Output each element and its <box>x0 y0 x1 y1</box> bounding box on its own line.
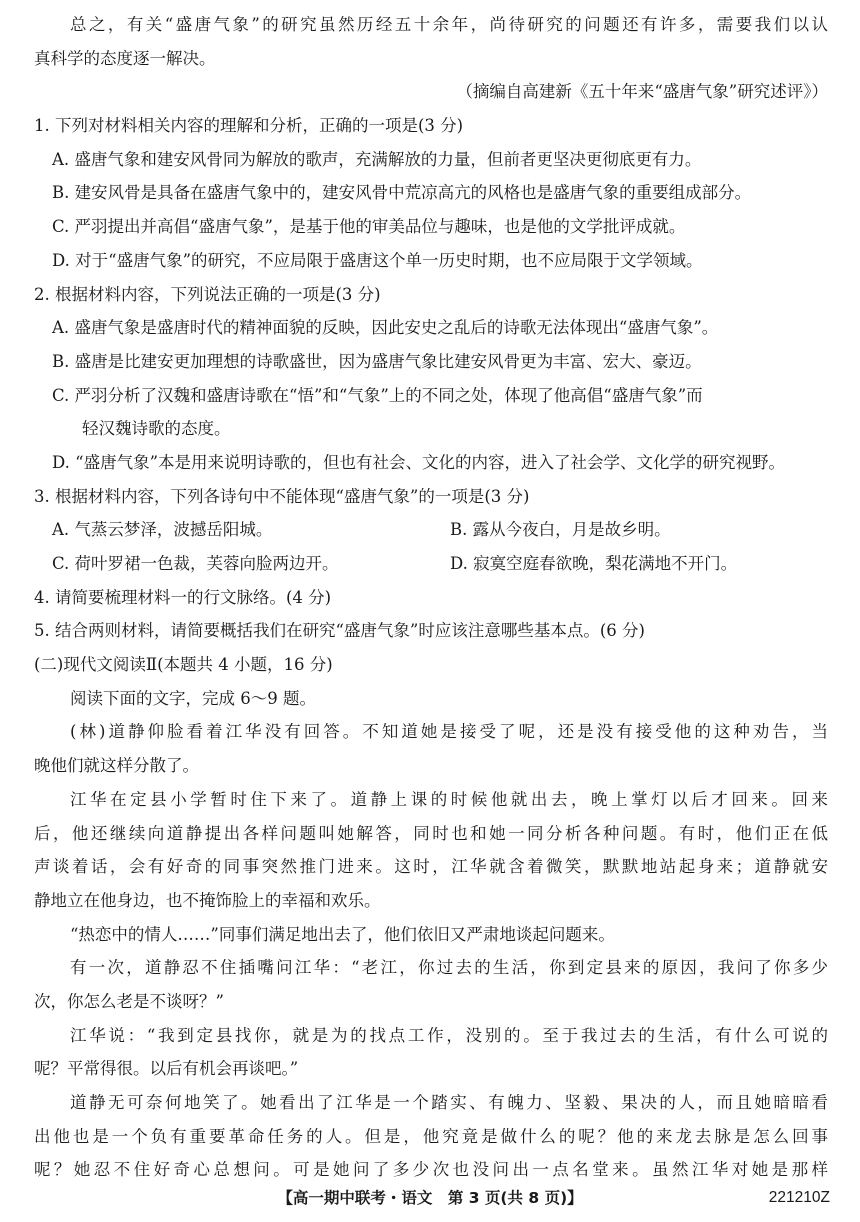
question-5-stem: 5. 结合两则材料，请简要概括我们在研究“盛唐气象”时应该注意哪些基本点。(6 分) <box>34 621 645 641</box>
question-1-option-d: D. 对于“盛唐气象”的研究，不应局限于盛唐这个单一历史时期，也不应局限于文学领域。 <box>52 250 703 270</box>
story-line: 出他也是一个负有重要革命任务的人。但是，他究竟是做什么的呢？他的来龙去脉是怎么回事 <box>34 1126 828 1146</box>
question-2-stem: 2. 根据材料内容，下列说法正确的一项是(3 分) <box>34 284 381 304</box>
passage-conclusion-line-1: 总之，有关“盛唐气象”的研究虽然历经五十余年，尚待研究的问题还有许多，需要我们以认 <box>70 15 828 34</box>
story-line: (林)道静仰脸看着江华没有回答。不知道她是接受了呢，还是没有接受他的这种劝告，当 <box>70 722 828 742</box>
story-line: “热恋中的情人……”同事们满足地出去了，他们依旧又严肃地谈起问题来。 <box>70 924 615 944</box>
question-3-option-c: C. 荷叶罗裙一色裁，芙蓉向脸两边开。 <box>52 554 339 573</box>
story-line: 晚他们就这样分散了。 <box>34 756 199 776</box>
question-2-option-c-line-2: 轻汉魏诗歌的态度。 <box>82 419 231 439</box>
story-line: 次，你怎么老是不谈呀？” <box>34 991 224 1011</box>
story-line: 道静无可奈何地笑了。她看出了江华是一个踏实、有魄力、坚毅、果决的人，而且她暗暗看 <box>70 1093 828 1112</box>
story-line: 江华说：“我到定县找你，就是为的找点工作，没别的。至于我过去的生活，有什么可说的 <box>70 1025 828 1045</box>
question-2-option-c-line-1: C. 严羽分析了汉魏和盛唐诗歌在“悟”和“气象”上的不同之处，体现了他高倡“盛唐气象”而 <box>52 385 703 405</box>
question-3-options-row-2 <box>34 547 828 581</box>
story-line: 有一次，道静忍不住插嘴问江华：“老江，你过去的生活，你到定县来的原因，我问了你多少 <box>70 958 828 978</box>
question-3-option-d: D. 寂寞空庭春欲晚，梨花满地不开门。 <box>450 554 738 573</box>
exam-page <box>34 8 828 1187</box>
question-1-option-b: B. 建安风骨是具备在盛唐气象中的，建安风骨中荒凉高亢的风格也是盛唐气象的重要组成部分。 <box>52 183 752 203</box>
story-line: 静地立在他身边，也不掩饰脸上的幸福和欢乐。 <box>34 890 381 910</box>
story-line: 后，他还继续向道静提出各样问题叫她解答，同时也和她一同分析各种问题。有时，他们正在低 <box>34 823 828 843</box>
passage-source: （摘编自高建新《五十年来“盛唐气象”研究述评》） <box>456 82 828 102</box>
question-4-stem: 4. 请简要梳理材料一的行文脉络。(4 分) <box>34 587 332 607</box>
story-line: 呢？平常得很。以后有机会再谈吧。” <box>34 1059 299 1079</box>
question-3-option-a: A. 气蒸云梦泽，波撼岳阳城。 <box>52 520 273 540</box>
question-3-stem: 3. 根据材料内容，下列各诗句中不能体现“盛唐气象”的一项是(3 分) <box>34 486 530 506</box>
page-footer <box>0 1183 860 1213</box>
section-2-title: (二)现代文阅读Ⅱ(本题共 4 小题，16 分) <box>34 655 333 675</box>
question-3-options-row-1 <box>34 513 828 547</box>
question-1-option-a: A. 盛唐气象和建安风骨同为解放的歌声，充满解放的力量，但前者更坚决更彻底更有力。 <box>52 149 702 169</box>
story-line: 呢？她忍不住好奇心总想问。可是她问了多少次也没问出一点名堂来。虽然江华对她是那样 <box>34 1160 828 1180</box>
question-3-option-b: B. 露从今夜白，月是故乡明。 <box>450 520 671 540</box>
section-2-instruction: 阅读下面的文字，完成 6～9 题。 <box>70 688 316 708</box>
footer-title: 【高一期中联考・语文 第 3 页(共 8 页)】 <box>277 1189 583 1207</box>
question-2-option-d: D. “盛唐气象”本是用来说明诗歌的，但也有社会、文化的内容，进入了社会学、文化学的研究视野。 <box>52 452 786 472</box>
story-line: 声谈着话，会有好奇的同事突然推门进来。这时，江华就含着微笑，默默地站起身来；道静就安 <box>34 857 828 877</box>
question-1-option-c: C. 严羽提出并高倡“盛唐气象”，是基于他的审美品位与趣味，也是他的文学批评成就。 <box>52 217 686 237</box>
question-1-stem: 1. 下列对材料相关内容的理解和分析，正确的一项是(3 分) <box>34 116 464 136</box>
question-2-option-b: B. 盛唐是比建安更加理想的诗歌盛世，因为盛唐气象比建安风骨更为丰富、宏大、豪迈。 <box>52 351 702 371</box>
footer-code: 221210Z <box>768 1189 830 1206</box>
passage-conclusion-line-2: 真科学的态度逐一解决。 <box>34 48 216 68</box>
story-line: 江华在定县小学暂时住下来了。道静上课的时候他就出去，晚上掌灯以后才回来。回来 <box>70 789 828 809</box>
question-2-option-a: A. 盛唐气象是盛唐时代的精神面貌的反映，因此安史之乱后的诗歌无法体现出“盛唐气象”。 <box>52 318 719 338</box>
